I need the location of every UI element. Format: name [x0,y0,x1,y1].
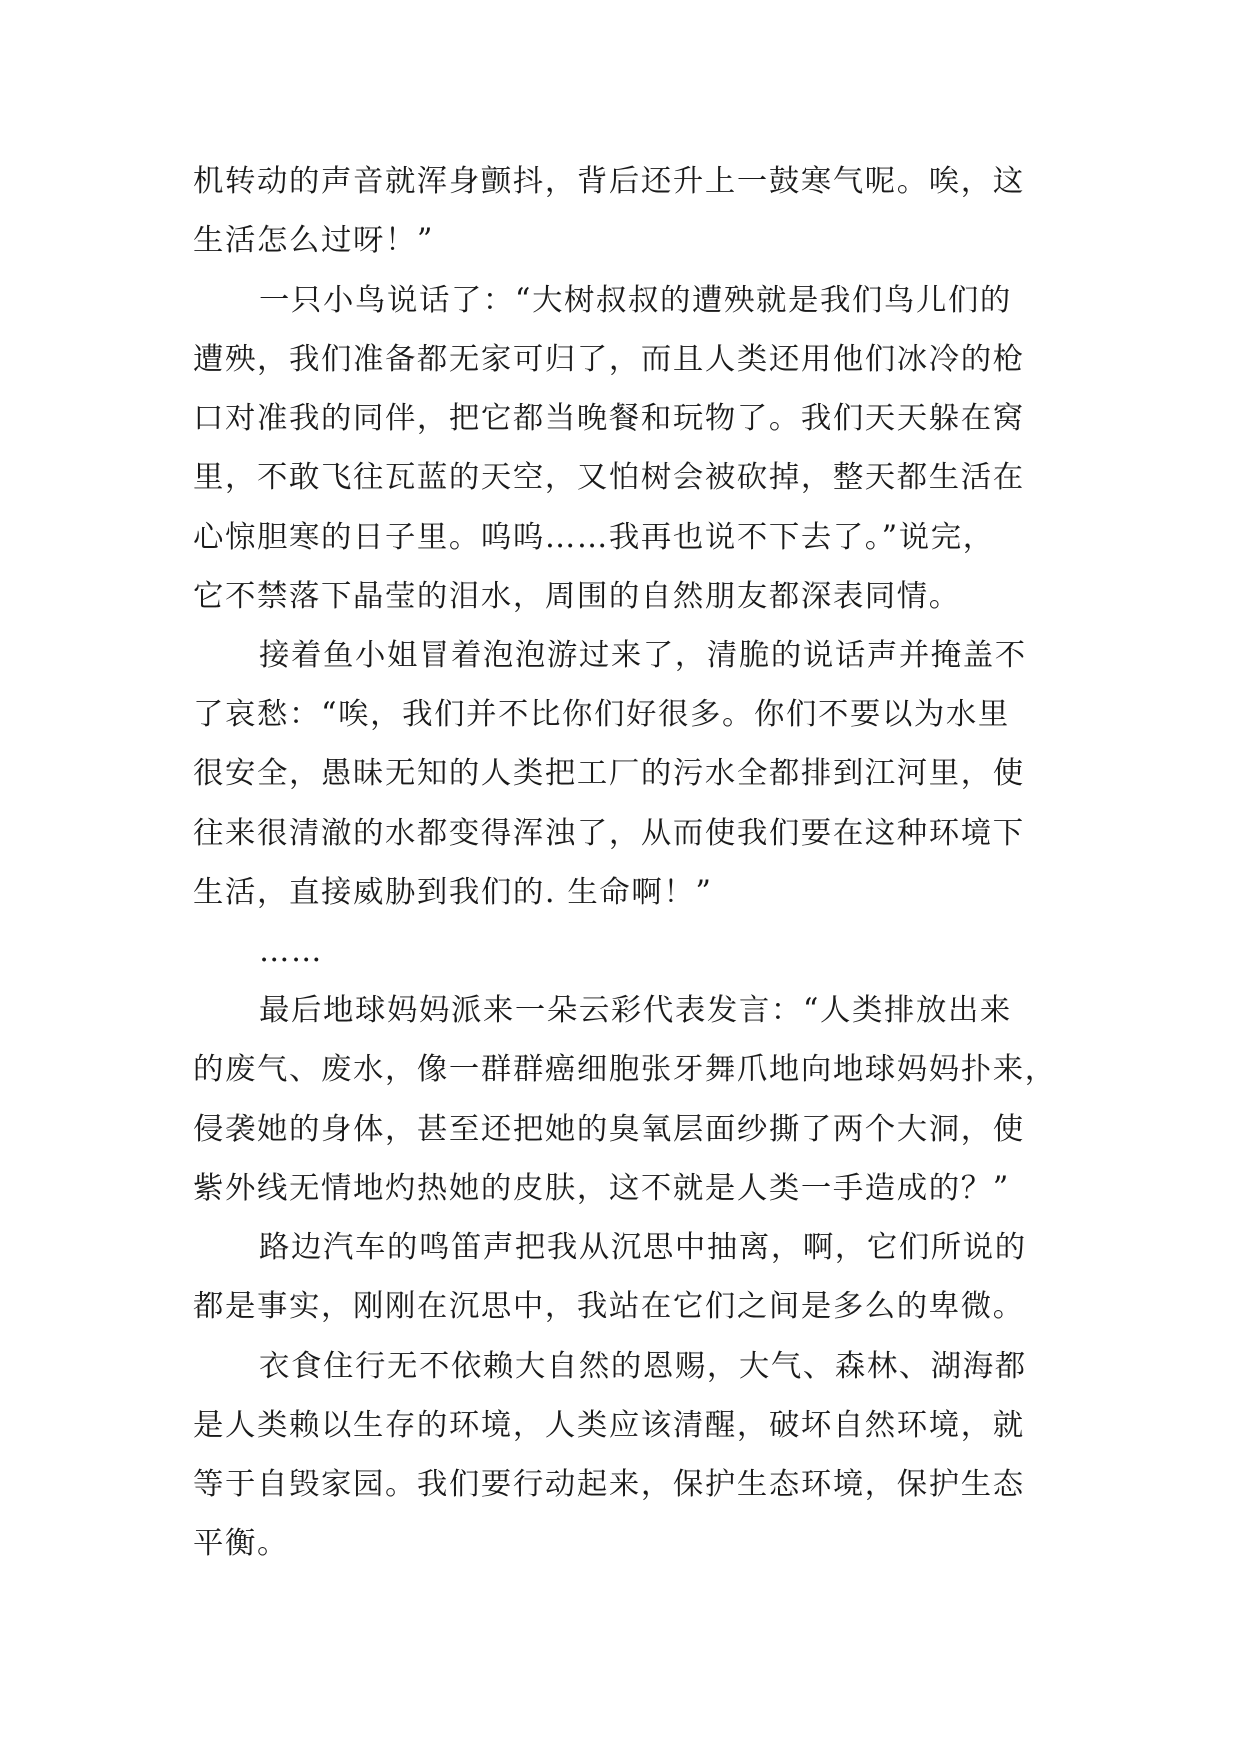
text-line: 它不禁落下晶莹的泪水，周围的自然朋友都深表同情。 [193,579,961,614]
text-line: 侵袭她的身体，甚至还把她的臭氧层面纱撕了两个大洞，使 [193,1112,1025,1147]
text-line: 是人类赖以生存的环境，人类应该清醒，破坏自然环境，就 [193,1408,1025,1443]
paragraph-start: 接着鱼小姐冒着泡泡游过来了，清脆的说话声并掩盖不 [259,638,1027,673]
text-line: 等于自毁家园。我们要行动起来，保护生态环境，保护生态 [193,1467,1025,1502]
text-line: 机转动的声音就浑身颤抖，背后还升上一鼓寒气呢。唉，这 [193,164,1025,199]
text-line: 里，不敢飞往瓦蓝的天空，又怕树会被砍掉，整天都生活在 [193,460,1025,495]
paragraph-start: 衣食住行无不依赖大自然的恩赐，大气、森林、湖海都 [259,1349,1027,1384]
text-line: 很安全，愚昧无知的人类把工厂的污水全都排到江河里，使 [193,756,1025,791]
paragraph-start: 路边汽车的鸣笛声把我从沉思中抽离，啊，它们所说的 [259,1230,1027,1265]
text-line: 平衡。 [193,1526,289,1561]
paragraph-start: 一只小鸟说话了：“大树叔叔的遭殃就是我们鸟儿们的 [259,283,1012,318]
text-line: 的废气、废水，像一群群癌细胞张牙舞爪地向地球妈妈扑来， [193,1052,1057,1087]
paragraph-start: 最后地球妈妈派来一朵云彩代表发言：“人类排放出来 [259,993,1012,1028]
text-line: 了哀愁：“唉，我们并不比你们好很多。你们不要以为水里 [193,697,1010,732]
text-line: 遭殃，我们准备都无家可归了，而且人类还用他们冰冷的枪 [193,342,1025,377]
text-line: 心惊胆寒的日子里。呜呜……我再也说不下去了。”说完， [193,520,995,555]
text-line: 生活，直接威胁到我们的. 生命啊！” [193,875,713,910]
text-line: 紫外线无情地灼热她的皮肤，这不就是人类一手造成的？” [193,1171,1010,1206]
text-line: 生活怎么过呀！” [193,223,435,258]
ellipsis-line: …… [259,934,323,969]
text-line: 往来很清澈的水都变得浑浊了，从而使我们要在这种环境下 [193,816,1025,851]
text-line: 都是事实，刚刚在沉思中，我站在它们之间是多么的卑微。 [193,1289,1025,1324]
text-line: 口对准我的同伴，把它都当晚餐和玩物了。我们天天躲在窝 [193,401,1025,436]
